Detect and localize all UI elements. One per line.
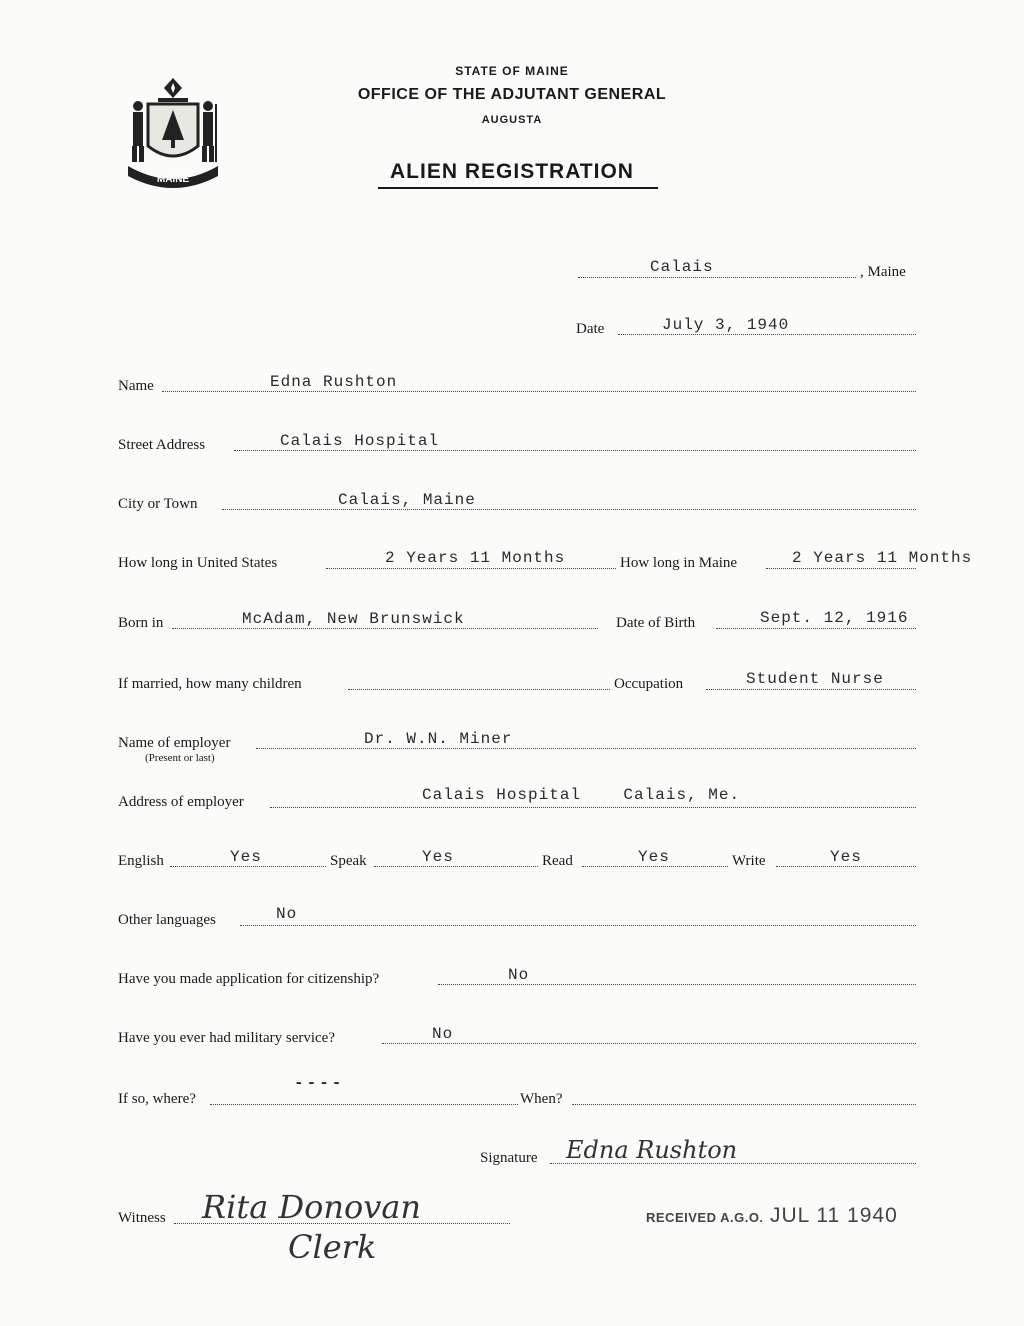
dob-label: Date of Birth: [616, 615, 696, 631]
maine-duration-value: 2 Years 11 Months: [792, 549, 973, 567]
signature-value: Edna Rushton: [566, 1136, 738, 1164]
place-line: [578, 277, 856, 278]
witness-signature: Rita Donovan: [202, 1188, 421, 1226]
english-label: English: [118, 853, 164, 869]
employer-address-line: [270, 807, 916, 808]
place-value: Calais: [650, 258, 714, 276]
when-line: [572, 1104, 916, 1105]
title-underline: [378, 187, 658, 189]
street-value: Calais Hospital: [280, 432, 440, 450]
date-line: [618, 334, 916, 335]
witness-label: Witness: [118, 1210, 166, 1226]
maine-duration-label: How long in Maine: [620, 555, 738, 571]
maine-duration-line: [766, 568, 916, 569]
seal-banner-text: MAINE: [156, 174, 190, 185]
header-state: STATE OF MAINE: [455, 64, 569, 78]
employer-label: Name of employer: [118, 735, 231, 751]
speak-value: Yes: [422, 848, 454, 866]
header-city: AUGUSTA: [481, 114, 543, 126]
read-label: Read: [542, 853, 573, 869]
read-value: Yes: [638, 848, 670, 866]
employer-value: Dr. W.N. Miner: [364, 730, 513, 748]
name-label: Name: [118, 378, 154, 394]
witness-title: Clerk: [288, 1228, 377, 1266]
where-value: ----: [294, 1074, 345, 1092]
employer-address-label: Address of employer: [118, 794, 244, 810]
children-label: If married, how many children: [118, 676, 302, 692]
street-label: Street Address: [118, 437, 206, 453]
english-value: Yes: [230, 848, 262, 866]
military-line: [382, 1043, 916, 1044]
citizenship-label: Have you made application for citizenship?: [118, 971, 380, 987]
occupation-line: [706, 689, 916, 690]
speak-line: [374, 866, 538, 867]
date-label: Date: [576, 321, 605, 337]
us-duration-label: How long in United States: [118, 555, 278, 571]
us-duration-value: 2 Years 11 Months: [385, 549, 566, 567]
born-label: Born in: [118, 615, 164, 631]
military-value: No: [432, 1025, 454, 1043]
write-line: [776, 866, 916, 867]
write-label: Write: [732, 853, 766, 869]
dob-value: Sept. 12, 1916: [760, 609, 909, 627]
name-value: Edna Rushton: [270, 373, 398, 391]
children-line: [348, 689, 610, 690]
received-stamp: RECEIVED A.G.O.: [646, 1210, 764, 1225]
read-line: [582, 866, 728, 867]
born-line: [172, 628, 598, 629]
born-value: McAdam, New Brunswick: [242, 610, 465, 628]
where-label: If so, where?: [118, 1091, 196, 1107]
us-duration-line: [326, 568, 616, 569]
citizenship-value: No: [508, 966, 530, 984]
when-label: When?: [520, 1091, 563, 1107]
occupation-value: Student Nurse: [746, 670, 884, 688]
form-title: ALIEN REGISTRATION: [390, 160, 634, 183]
city-line: [222, 509, 916, 510]
english-line: [170, 866, 326, 867]
name-line: [162, 391, 916, 392]
header-office: OFFICE OF THE ADJUTANT GENERAL: [357, 86, 667, 103]
write-value: Yes: [830, 848, 862, 866]
street-line: [234, 450, 916, 451]
received-stamp-date: JUL 11 1940: [770, 1204, 898, 1227]
signature-label: Signature: [480, 1150, 538, 1166]
military-label: Have you ever had military service?: [118, 1030, 335, 1046]
city-label: City or Town: [118, 496, 198, 512]
other-languages-label: Other languages: [118, 912, 216, 928]
occupation-label: Occupation: [614, 676, 684, 692]
dob-line: [716, 628, 916, 629]
place-suffix: , Maine: [860, 264, 906, 280]
city-value: Calais, Maine: [338, 491, 476, 509]
speak-label: Speak: [330, 853, 367, 869]
citizenship-line: [438, 984, 916, 985]
where-line: [210, 1104, 518, 1105]
employer-address-value: Calais Hospital Calais, Me.: [422, 786, 741, 804]
employer-line: [256, 748, 916, 749]
date-value: July 3, 1940: [662, 316, 790, 334]
employer-sublabel: (Present or last): [145, 752, 215, 764]
other-languages-line: [240, 925, 916, 926]
other-languages-value: No: [276, 905, 298, 923]
